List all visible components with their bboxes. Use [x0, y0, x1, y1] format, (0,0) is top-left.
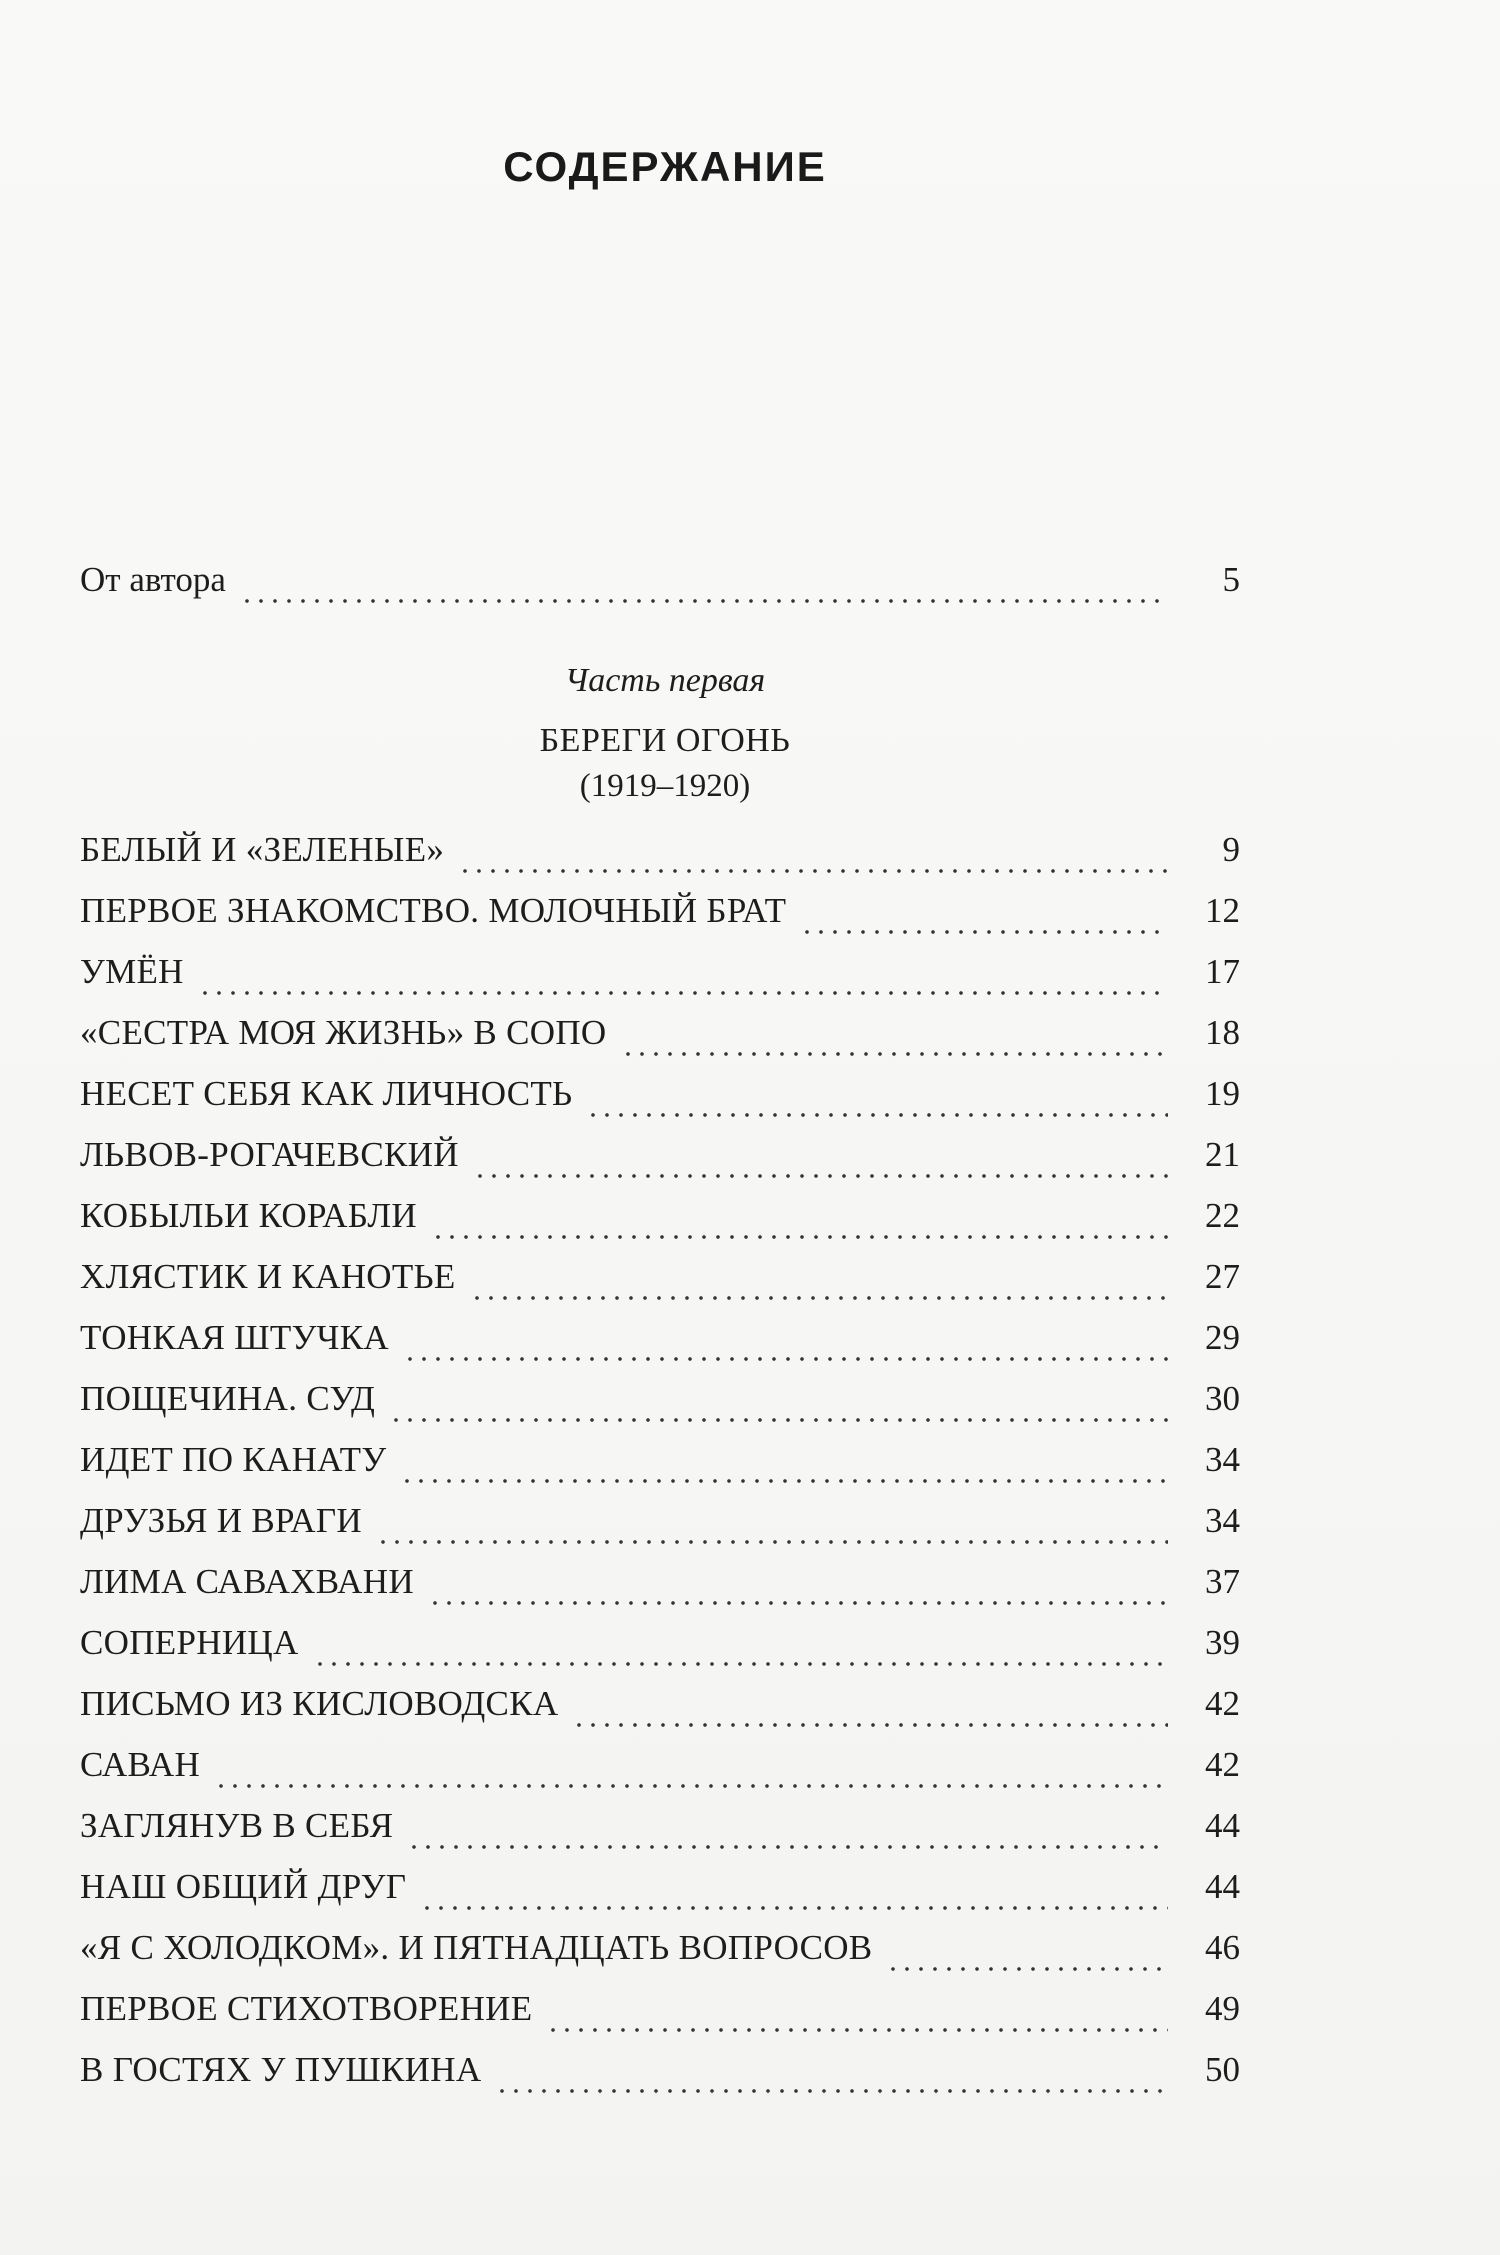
- toc-entry-page: 19: [1205, 1074, 1240, 1113]
- toc-leader-dots: [572, 1695, 1168, 1729]
- toc-entry-page: 21: [1205, 1135, 1240, 1174]
- toc-entry-title: ИДЕТ ПО КАНАТУ: [80, 1440, 387, 1479]
- toc-entry-title: ДРУЗЬЯ И ВРАГИ: [80, 1501, 362, 1540]
- toc-entry: [80, 1984, 1240, 2034]
- toc-entry-title: НАШ ОБЩИЙ ДРУГ: [80, 1867, 407, 1906]
- contents-heading: СОДЕРЖАНИЕ: [503, 143, 827, 190]
- toc-entry-title: НЕСЕТ СЕБЯ КАК ЛИЧНОСТЬ: [80, 1074, 573, 1113]
- toc-entry-page: 12: [1205, 891, 1240, 930]
- toc-entry-title: ХЛЯСТИК И КАНОТЬЕ: [80, 1257, 456, 1296]
- toc-entry-page: 46: [1205, 1928, 1240, 1967]
- toc-entry-page: 42: [1205, 1684, 1240, 1723]
- toc-entry-page: 29: [1205, 1318, 1240, 1357]
- toc-leader-dots: [586, 1085, 1168, 1119]
- toc-entry-page: 22: [1205, 1196, 1240, 1235]
- toc-entry-page: 27: [1205, 1257, 1240, 1296]
- toc-leader-dots: [546, 2000, 1168, 2034]
- toc-entry-page: 18: [1205, 1013, 1240, 1052]
- toc-entry: [80, 1862, 1240, 1912]
- toc-entry: [80, 2045, 1240, 2095]
- toc-leader-dots: [473, 1146, 1168, 1180]
- toc-entry-preface: [80, 555, 1240, 605]
- toc-entry-title: ПЕРВОЕ ЗНАКОМСТВО. МОЛОЧНЫЙ БРАТ: [80, 891, 787, 930]
- toc-entry-page: 30: [1205, 1379, 1240, 1418]
- toc-leader-dots: [214, 1756, 1168, 1790]
- toc-leader-dots: [403, 1329, 1168, 1363]
- part-title: БЕРЕГИ ОГОНЬ: [539, 722, 791, 759]
- toc-entry: [80, 1069, 1240, 1119]
- toc-entry-page: 44: [1205, 1806, 1240, 1845]
- toc-entry-title: ТОНКАЯ ШТУЧКА: [80, 1318, 389, 1357]
- toc-leader-dots: [420, 1878, 1168, 1912]
- toc-entry: [80, 1618, 1240, 1668]
- toc-entry: [80, 1191, 1240, 1241]
- toc-entry: [80, 1008, 1240, 1058]
- toc-entry-page: 9: [1222, 830, 1240, 869]
- toc-entry-title: УМЁН: [80, 952, 184, 991]
- toc-entry: [80, 1679, 1240, 1729]
- toc-entry-title: ЗАГЛЯНУВ В СЕБЯ: [80, 1806, 394, 1845]
- toc-entry-page: 50: [1205, 2050, 1240, 2089]
- toc-entry-page: 34: [1205, 1440, 1240, 1479]
- toc-entry-title: САВАН: [80, 1745, 201, 1784]
- toc-entry-title: БЕЛЫЙ И «ЗЕЛЕНЫЕ»: [80, 830, 445, 869]
- toc-leader-dots: [800, 902, 1168, 936]
- toc-entry-page: 44: [1205, 1867, 1240, 1906]
- toc-leader-dots: [407, 1817, 1168, 1851]
- toc-entry-title: «Я С ХОЛОДКОМ». И ПЯТНАДЦАТЬ ВОПРОСОВ: [80, 1928, 873, 1967]
- toc-leader-dots: [458, 841, 1168, 875]
- toc-leader-dots: [376, 1512, 1168, 1546]
- toc-entry-title: ПОЩЕЧИНА. СУД: [80, 1379, 376, 1418]
- toc-leader-dots: [431, 1207, 1168, 1241]
- toc-leader-dots: [495, 2061, 1168, 2095]
- toc-leader-dots: [240, 571, 1168, 605]
- toc-entry-title: В ГОСТЯХ У ПУШКИНА: [80, 2050, 482, 2089]
- toc-entry: [80, 1801, 1240, 1851]
- toc-entry: [80, 1740, 1240, 1790]
- toc-entry: [80, 1557, 1240, 1607]
- toc-entry: [80, 1252, 1240, 1302]
- toc-entry-title: ЛИМА САВАХВАНИ: [80, 1562, 414, 1601]
- toc-entry-page: 34: [1205, 1501, 1240, 1540]
- toc-leader-dots: [470, 1268, 1168, 1302]
- toc-leader-dots: [313, 1634, 1168, 1668]
- toc-entry-title: КОБЫЛЬИ КОРАБЛИ: [80, 1196, 417, 1235]
- toc-entry-page: 49: [1205, 1989, 1240, 2028]
- toc-entry-title: ПЕРВОЕ СТИХОТВОРЕНИЕ: [80, 1989, 533, 2028]
- toc-entry: [80, 825, 1240, 875]
- toc-entry-page: 37: [1205, 1562, 1240, 1601]
- toc-entry-title: ЛЬВОВ-РОГАЧЕВСКИЙ: [80, 1135, 459, 1174]
- toc-entry-page: 5: [1222, 560, 1240, 599]
- toc-entry-title: От автора: [80, 560, 226, 599]
- toc-entry-title: СОПЕРНИЦА: [80, 1623, 299, 1662]
- toc-leader-dots: [886, 1939, 1168, 1973]
- toc-leader-dots: [621, 1024, 1168, 1058]
- toc-leader-dots: [198, 963, 1168, 997]
- toc-entry: [80, 1496, 1240, 1546]
- part-label: Часть первая: [564, 662, 766, 699]
- toc-leader-dots: [389, 1390, 1168, 1424]
- toc-entry: [80, 947, 1240, 997]
- toc-leader-dots: [400, 1451, 1168, 1485]
- toc-entry: [80, 1130, 1240, 1180]
- toc-entry-page: 17: [1205, 952, 1240, 991]
- toc-entry: [80, 1313, 1240, 1363]
- toc-entry: [80, 1923, 1240, 1973]
- part-years: (1919–1920): [579, 768, 751, 804]
- toc-entry: [80, 886, 1240, 936]
- toc-entry-page: 39: [1205, 1623, 1240, 1662]
- toc-entry: [80, 1374, 1240, 1424]
- toc-entry-title: ПИСЬМО ИЗ КИСЛОВОДСКА: [80, 1684, 559, 1723]
- toc-leader-dots: [428, 1573, 1168, 1607]
- toc-entry-title: «СЕСТРА МОЯ ЖИЗНЬ» В СОПО: [80, 1013, 607, 1052]
- toc-entry: [80, 1435, 1240, 1485]
- toc-entry-page: 42: [1205, 1745, 1240, 1784]
